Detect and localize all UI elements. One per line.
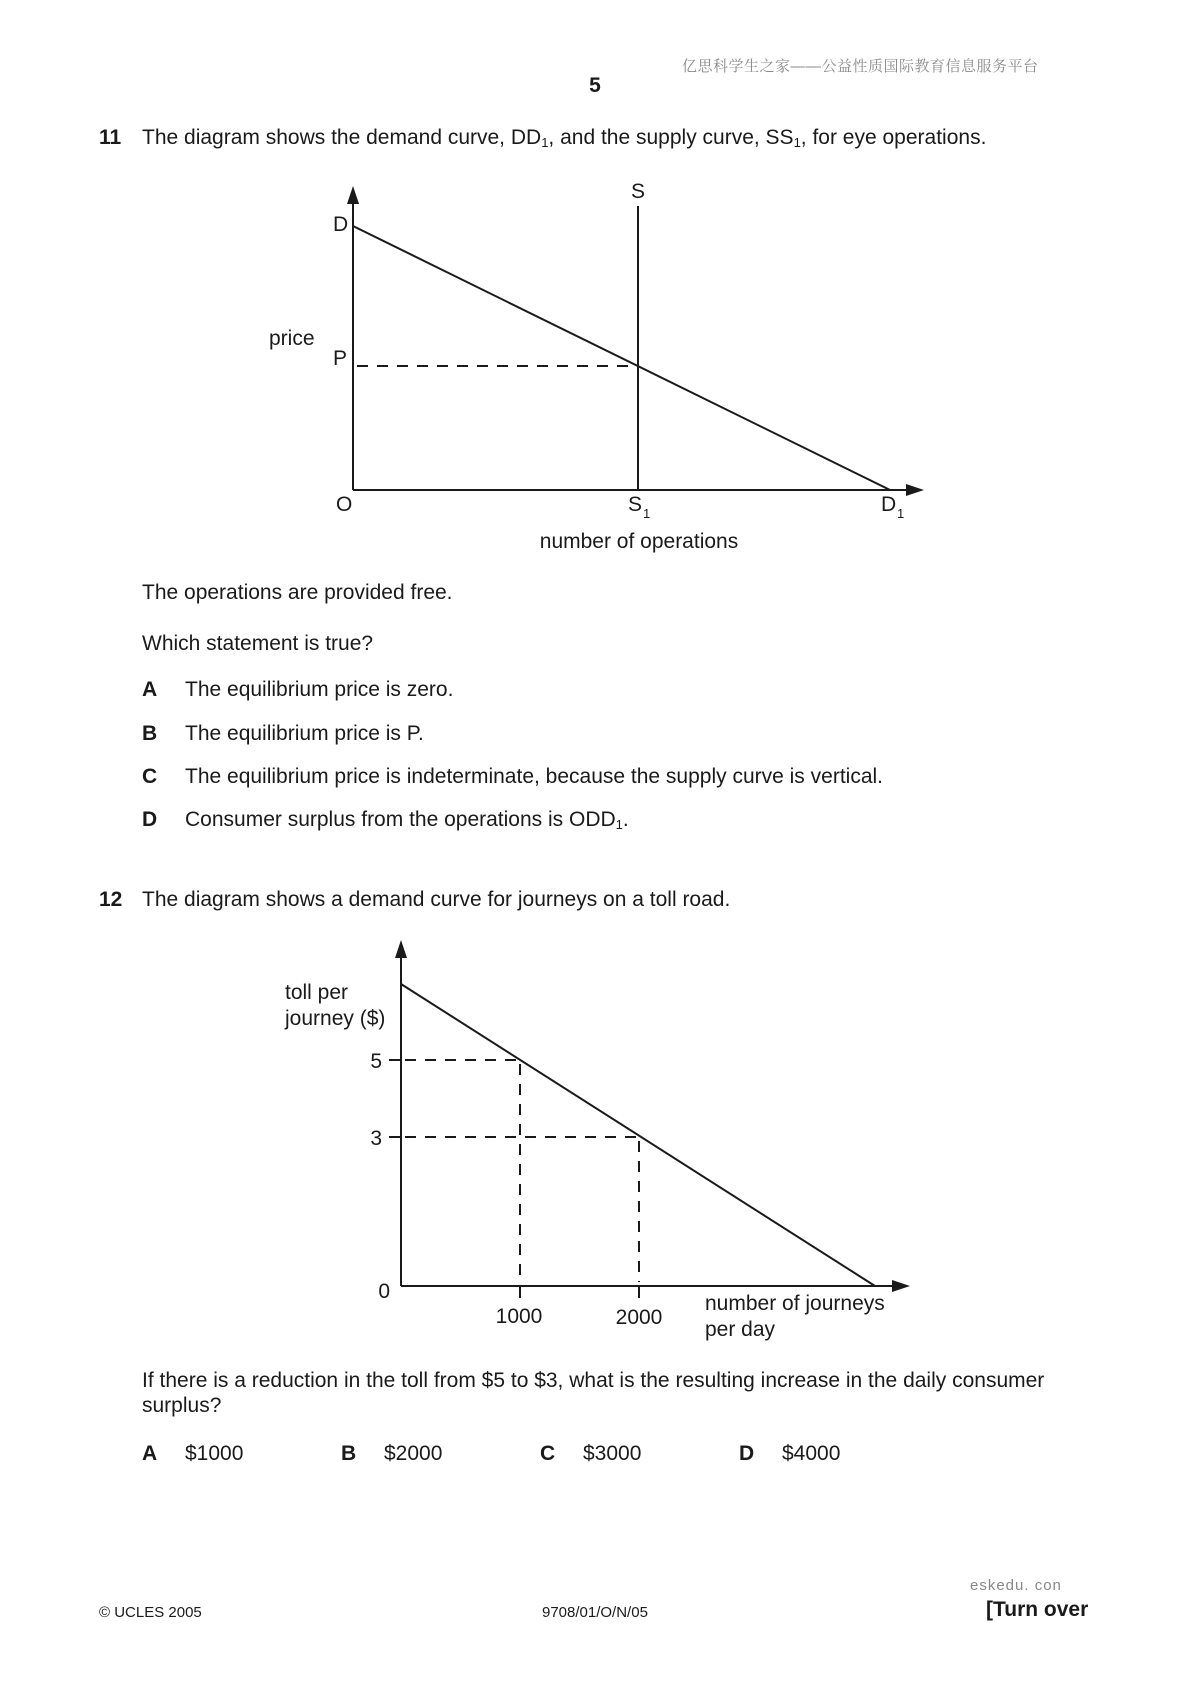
q12-y-arrow-icon xyxy=(395,940,407,958)
q11-option-b-text: The equilibrium price is P. xyxy=(185,722,424,745)
q12-xtick-1000-label: 1000 xyxy=(495,1305,543,1328)
stem-text-part: , and the supply curve, SS xyxy=(548,126,794,149)
eskedu-watermark: eskedu. con xyxy=(970,1577,1062,1594)
q11-label-d: D xyxy=(333,213,349,236)
q11-label-o: O xyxy=(336,493,353,516)
q11-option-b-letter: B xyxy=(142,722,158,745)
stem-text-part: , for eye operations. xyxy=(800,126,987,149)
q12-ytick-5-label: 5 xyxy=(370,1050,382,1073)
q12-x-arrow-icon xyxy=(892,1280,910,1292)
q12-option-b-text: $2000 xyxy=(384,1442,443,1465)
q11-question: Which statement is true? xyxy=(142,632,374,655)
q12-xtick-2000-label: 2000 xyxy=(615,1306,663,1329)
q12-option-c-letter: C xyxy=(540,1442,556,1465)
q11-label-d1-sub: 1 xyxy=(897,506,905,521)
turn-over-text: [Turn over xyxy=(986,1598,1089,1621)
q12-option-b-letter: B xyxy=(341,1442,357,1465)
footer-copyright: © UCLES 2005 xyxy=(99,1604,202,1621)
q11-x-arrow-icon xyxy=(906,484,924,496)
q12-option-d-letter: D xyxy=(739,1442,755,1465)
option-text-part: . xyxy=(622,808,629,831)
option-subscript: 1 xyxy=(615,817,623,832)
q11-demand-curve xyxy=(353,226,890,490)
q11-option-d-letter: D xyxy=(142,808,158,831)
stem-subscript: 1 xyxy=(541,135,549,150)
q12-question-line1: If there is a reduction in the toll from $5 to $3, what is the resulting increase in the daily consumer xyxy=(142,1369,1045,1392)
q12-option-a-letter: A xyxy=(142,1442,158,1465)
q11-option-d-text xyxy=(185,808,629,832)
q12-option-a-text: $1000 xyxy=(185,1442,244,1465)
q12-ytick-3-label: 3 xyxy=(370,1127,382,1150)
q11-label-s1: S xyxy=(628,493,643,516)
q12-question-line2: surplus? xyxy=(142,1394,222,1417)
page-number: 5 xyxy=(589,74,601,97)
question-11-number: 11 xyxy=(99,126,122,149)
q11-note: The operations are provided free. xyxy=(142,581,453,604)
q11-label-price: price xyxy=(269,327,315,350)
q11-label-d1: D xyxy=(881,493,897,516)
q12-demand-curve xyxy=(401,984,875,1286)
q12-x-label-line2: per day xyxy=(705,1318,776,1341)
q11-y-arrow-icon xyxy=(347,186,359,204)
q11-option-c-letter: C xyxy=(142,765,158,788)
q11-label-s1-sub: 1 xyxy=(643,506,651,521)
stem-subscript: 1 xyxy=(793,135,801,150)
q12-x-label-line1: number of journeys xyxy=(705,1292,885,1315)
q11-label-p: P xyxy=(333,347,348,370)
q12-origin-label: 0 xyxy=(378,1280,390,1303)
question-12-stem: The diagram shows a demand curve for journeys on a toll road. xyxy=(142,888,731,911)
question-11-stem xyxy=(142,126,986,150)
q11-option-a-text: The equilibrium price is zero. xyxy=(185,678,454,701)
q11-option-c-text: The equilibrium price is indeterminate, because the supply curve is vertical. xyxy=(185,765,883,788)
q12-option-c-text: $3000 xyxy=(583,1442,642,1465)
q11-x-axis-label: number of operations xyxy=(539,530,739,553)
stem-text-part: The diagram shows the demand curve, DD xyxy=(142,126,542,149)
option-text-part: Consumer surplus from the operations is ODD xyxy=(185,808,616,831)
footer-paper-code: 9708/01/O/N/05 xyxy=(542,1604,648,1621)
q12-option-d-text: $4000 xyxy=(782,1442,841,1465)
question-12-number: 12 xyxy=(99,888,123,911)
q11-label-s: S xyxy=(630,180,646,203)
q12-y-label-line1: toll per xyxy=(285,981,349,1004)
watermark-text: 亿思科学生之家——公益性质国际教育信息服务平台 xyxy=(682,58,1039,75)
q12-y-label-line2: journey ($) xyxy=(285,1007,386,1030)
q11-option-a-letter: A xyxy=(142,678,158,701)
